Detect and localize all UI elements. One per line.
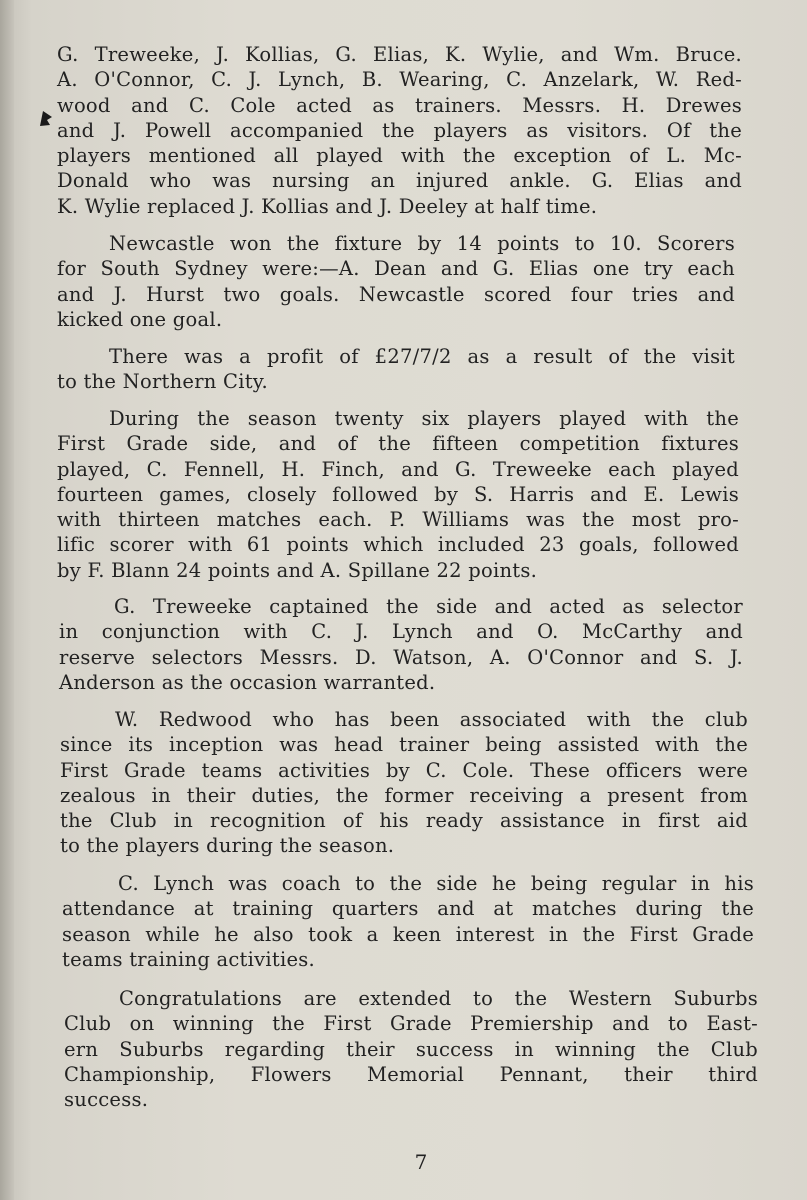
text-line: to the players during the season. [60, 834, 395, 858]
text-line: season while he also took a keen interest in the First Grade [62, 922, 754, 946]
paragraph-coach [62, 871, 754, 972]
text-line: Newcastle won the fixture by 14 points to 10. Scorers [109, 232, 735, 255]
text-line: Anderson as the occasion warranted. [59, 670, 436, 694]
text-line: A. O'Connor, C. J. Lynch, B. Wearing, C. Anzelark, W. Red- [57, 68, 742, 92]
text-line: Donald who was nursing an injured ankle. G. Elias and [57, 169, 742, 193]
text-line: and J. Hurst two goals. Newcastle scored four tries and [57, 282, 735, 306]
text-line: the Club in recognition of his ready assistance in first aid [60, 809, 748, 833]
paragraph-congratulations [64, 986, 758, 1112]
text-line: success. [64, 1088, 149, 1112]
text-line: with thirteen matches each. P. Williams was the most pro- [57, 508, 739, 532]
pen-mark-icon [38, 108, 54, 128]
text-line: Championship, Flowers Memorial Pennant, their third [64, 1062, 758, 1086]
text-line: First Grade teams activities by C. Cole. These officers were [60, 758, 748, 782]
text-line: lific scorer with 61 points which included 23 goals, followed [57, 533, 739, 557]
text-line: W. Redwood who has been associated with the club [115, 708, 748, 731]
text-line: Club on winning the First Grade Premiership and to East- [64, 1012, 758, 1036]
text-line: for South Sydney were:—A. Dean and G. Elias one try each [57, 257, 735, 281]
paragraph-trainers [60, 707, 748, 859]
paragraph-team-list [57, 42, 742, 219]
text-line: reserve selectors Messrs. D. Watson, A. O'Connor and S. J. [59, 645, 743, 669]
paragraph-newcastle-fixture [57, 231, 735, 332]
text-line: There was a profit of £27/7/2 as a result of the visit [109, 345, 735, 368]
text-line: G. Treweeke captained the side and acted as selector [114, 595, 743, 618]
text-line: Congratulations are extended to the Western Suburbs [119, 987, 758, 1010]
text-line: players mentioned all played with the exception of L. Mc- [57, 144, 742, 168]
text-line: played, C. Fennell, H. Finch, and G. Treweeke each played [57, 457, 739, 481]
text-line: teams training activities. [62, 947, 315, 971]
text-line: C. Lynch was coach to the side he being regular in his [118, 872, 754, 895]
text-line: First Grade side, and of the fifteen competition fixtures [57, 432, 739, 456]
page-number: 7 [414, 1150, 428, 1174]
text-line: by F. Blann 24 points and A. Spillane 22 points. [57, 558, 538, 582]
text-line: zealous in their duties, the former receiving a present from [60, 783, 748, 807]
paragraph-profit [57, 344, 735, 395]
text-line: G. Treweeke, J. Kollias, G. Elias, K. Wylie, and Wm. Bruce. [57, 43, 742, 66]
text-line: During the season twenty six players played with the [109, 407, 739, 430]
text-line: and J. Powell accompanied the players as visitors. Of the [57, 118, 742, 142]
text-line: kicked one goal. [57, 307, 223, 331]
text-line: K. Wylie replaced J. Kollias and J. Deeley at half time. [57, 194, 598, 218]
text-line: fourteen games, closely followed by S. Harris and E. Lewis [57, 482, 739, 506]
text-line: attendance at training quarters and at matches during the [62, 897, 754, 921]
text-line: wood and C. Cole acted as trainers. Messrs. H. Drewes [57, 93, 742, 117]
page-binding-shadow [0, 0, 14, 1200]
paragraph-season-players [57, 406, 739, 583]
text-line: in conjunction with C. J. Lynch and O. McCarthy and [59, 620, 743, 644]
text-line: ern Suburbs regarding their success in winning the Club [64, 1037, 758, 1061]
text-line: to the Northern City. [57, 370, 268, 394]
paragraph-captain-selectors [59, 594, 743, 695]
text-line: since its inception was head trainer being assisted with the [60, 733, 748, 757]
